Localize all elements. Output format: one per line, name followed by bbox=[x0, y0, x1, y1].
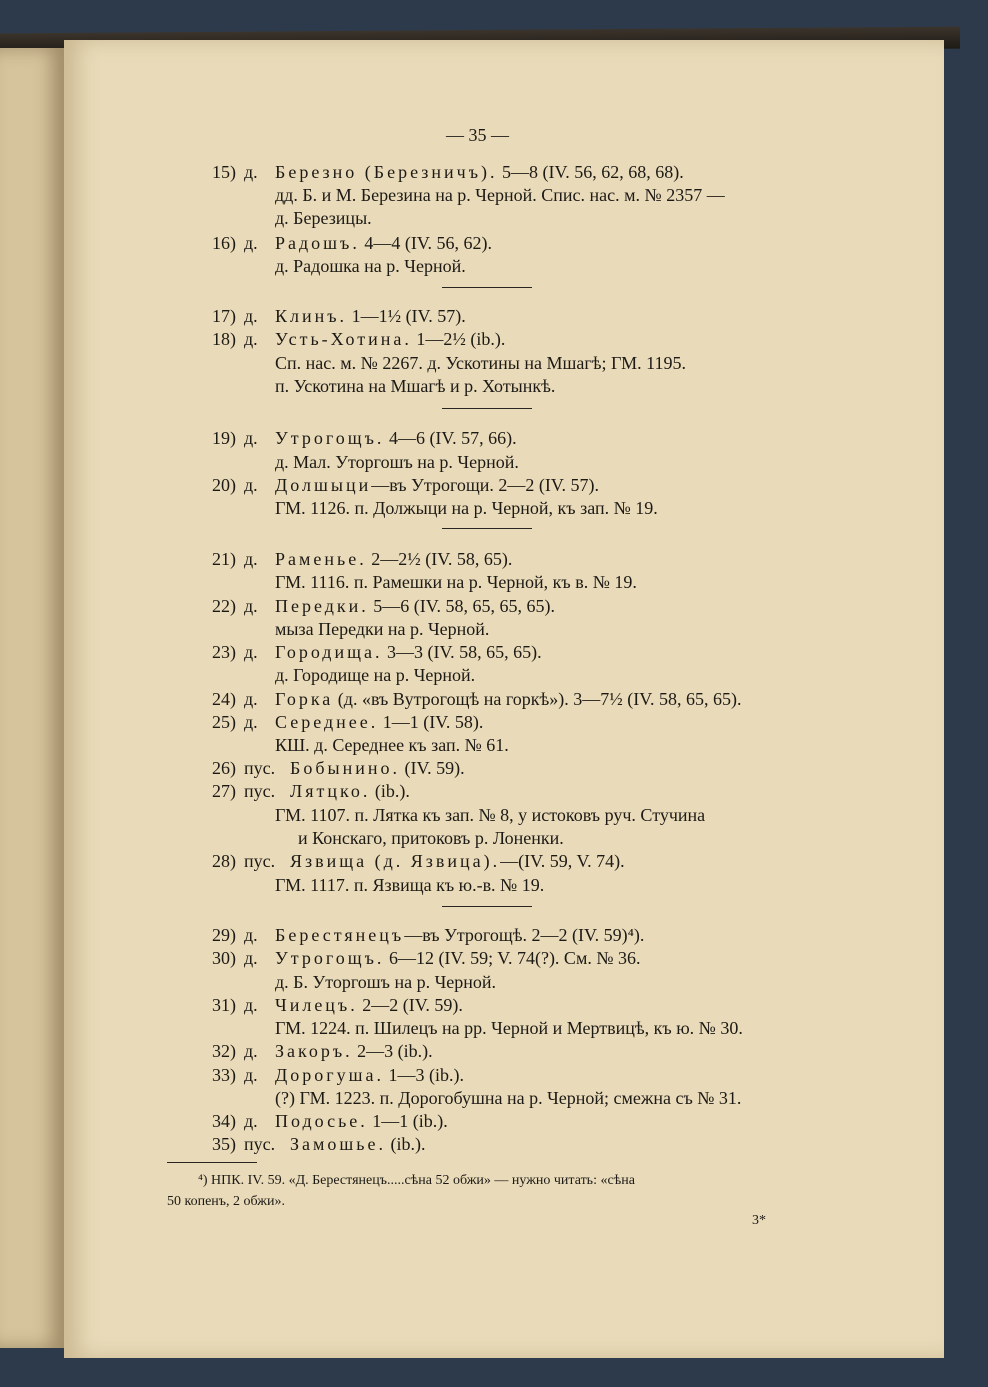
settlement-type: д. bbox=[244, 925, 258, 945]
page-number: — 35 — bbox=[446, 125, 509, 145]
settlement-type: д. bbox=[244, 596, 258, 616]
entry-text bbox=[275, 947, 641, 969]
entry-number: 15) bbox=[212, 162, 236, 182]
continuation-line: ГМ. 1224. п. Шилецъ на рр. Черной и Мертвицѣ, къ ю. № 30. bbox=[275, 1018, 743, 1038]
settlement-name: Раменье. bbox=[275, 549, 367, 569]
settlement-name: Радошъ. bbox=[275, 233, 360, 253]
settlement-type: д. bbox=[244, 329, 258, 349]
entry-text bbox=[275, 328, 505, 350]
entry-details: 1—1 (IV. 58). bbox=[378, 712, 484, 732]
footnote-line: ⁴) НПК. IV. 59. «Д. Берестянецъ.....сѣна 52 обжи» — нужно читать: «сѣна bbox=[198, 1173, 635, 1188]
entry-number: 35) bbox=[212, 1134, 236, 1154]
settlement-name: Чилецъ. bbox=[275, 995, 358, 1015]
entry-details: 2—2½ (IV. 58, 65). bbox=[366, 549, 513, 569]
settlement-type: пус. bbox=[244, 1134, 276, 1154]
entry-details: 5—6 (IV. 58, 65, 65, 65). bbox=[368, 596, 555, 616]
entry-text bbox=[275, 232, 492, 254]
continuation-line: ГМ. 1107. п. Лятка къ зап. № 8, у истоковъ руч. Стучина bbox=[275, 805, 706, 825]
entry-number: 18) bbox=[212, 329, 236, 349]
continuation-line: ГМ. 1117. п. Язвища къ ю.-в. № 19. bbox=[275, 875, 545, 895]
entry-details: 1—2½ (ib.). bbox=[411, 329, 506, 349]
settlement-name: Подосье. bbox=[275, 1111, 368, 1131]
footnote-rule bbox=[167, 1162, 257, 1163]
entry-number: 33) bbox=[212, 1065, 236, 1085]
settlement-type: д. bbox=[244, 1065, 258, 1085]
settlement-type: д. bbox=[244, 475, 258, 495]
footnote-line: 50 копенъ, 2 обжи». bbox=[167, 1194, 285, 1209]
separator-rule bbox=[442, 906, 532, 907]
continuation-line: д. Мал. Уторгошъ на р. Черной. bbox=[275, 452, 519, 472]
settlement-name: Лятцко. bbox=[290, 781, 371, 801]
entry-number: 30) bbox=[212, 948, 236, 968]
entry-details: 2—2 (IV. 59). bbox=[357, 995, 463, 1015]
settlement-type: д. bbox=[244, 306, 258, 326]
settlement-type: пус. bbox=[244, 781, 276, 801]
settlement-type: д. bbox=[244, 428, 258, 448]
left-page-edge bbox=[0, 48, 64, 1348]
settlement-name: Долшыци bbox=[275, 475, 372, 495]
entry-details: 3—3 (IV. 58, 65, 65). bbox=[382, 642, 542, 662]
settlement-type: пус. bbox=[244, 758, 276, 778]
entry-text bbox=[275, 711, 483, 733]
settlement-type: д. bbox=[244, 995, 258, 1015]
settlement-name: Березно (Березничъ). bbox=[275, 162, 498, 182]
settlement-type: д. bbox=[244, 712, 258, 732]
settlement-name: Утрогощъ. bbox=[275, 948, 385, 968]
settlement-name: Замошье. bbox=[290, 1134, 386, 1154]
settlement-type: д. bbox=[244, 689, 258, 709]
entry-text bbox=[275, 305, 466, 327]
settlement-type: д. bbox=[244, 642, 258, 662]
entry-text bbox=[275, 994, 463, 1016]
continuation-line: д. Березицы. bbox=[275, 208, 372, 228]
entry-text bbox=[290, 1133, 425, 1155]
settlement-type: д. bbox=[244, 162, 258, 182]
settlement-name: Середнее. bbox=[275, 712, 379, 732]
entry-details: —въ Утрогощи. 2—2 (IV. 57). bbox=[371, 475, 600, 495]
continuation-line: п. Ускотина на Мшагѣ и р. Хотынкѣ. bbox=[275, 376, 556, 396]
entry-text bbox=[290, 850, 625, 872]
entry-details: 5—8 (IV. 56, 62, 68, 68). bbox=[497, 162, 684, 182]
entry-details: 1—1½ (IV. 57). bbox=[347, 306, 466, 326]
settlement-type: д. bbox=[244, 549, 258, 569]
entry-details: —(IV. 59, V. 74). bbox=[500, 851, 625, 871]
entry-details: (IV. 59). bbox=[400, 758, 465, 778]
entry-details: 6—12 (IV. 59; V. 74(?). См. № 36. bbox=[384, 948, 641, 968]
separator-rule bbox=[442, 287, 532, 288]
settlement-name: Усть-Хотина. bbox=[275, 329, 412, 349]
continuation-line: ГМ. 1116. п. Рамешки на р. Черной, къ в. № 19. bbox=[275, 572, 637, 592]
settlement-name: Берестянецъ bbox=[275, 925, 405, 945]
entry-text bbox=[275, 924, 644, 946]
continuation-line: ГМ. 1126. п. Должыци на р. Черной, къ зап. № 19. bbox=[275, 498, 658, 518]
settlement-name: Горка bbox=[275, 689, 334, 709]
entry-details: 4—6 (IV. 57, 66). bbox=[384, 428, 517, 448]
settlement-type: д. bbox=[244, 233, 258, 253]
settlement-name: Передки. bbox=[275, 596, 369, 616]
entry-number: 23) bbox=[212, 642, 236, 662]
entry-text bbox=[275, 161, 684, 183]
entry-details: (д. «въ Вутрогощѣ на горкѣ»). 3—7½ (IV. 58, 65, 65). bbox=[333, 689, 742, 709]
entry-text bbox=[275, 1110, 448, 1132]
entry-text bbox=[275, 688, 741, 710]
entry-details: —въ Утрогощѣ. 2—2 (IV. 59)⁴). bbox=[404, 925, 645, 945]
continuation-line: д. Радошка на р. Черной. bbox=[275, 256, 466, 276]
entry-text bbox=[275, 1040, 433, 1062]
entry-number: 34) bbox=[212, 1111, 236, 1131]
entry-number: 29) bbox=[212, 925, 236, 945]
entry-number: 32) bbox=[212, 1041, 236, 1061]
entry-text bbox=[275, 595, 555, 617]
entry-number: 27) bbox=[212, 781, 236, 801]
entry-text bbox=[275, 641, 542, 663]
entry-number: 31) bbox=[212, 995, 236, 1015]
entry-text bbox=[275, 427, 517, 449]
signature-mark: 3* bbox=[752, 1213, 766, 1228]
entry-details: 4—4 (IV. 56, 62). bbox=[359, 233, 492, 253]
continuation-line: д. Городище на р. Черной. bbox=[275, 665, 476, 685]
settlement-type: д. bbox=[244, 1111, 258, 1131]
settlement-name: Язвища (д. Язвица). bbox=[290, 851, 501, 871]
entry-number: 24) bbox=[212, 689, 236, 709]
entry-details: 1—1 (ib.). bbox=[367, 1111, 448, 1131]
settlement-name: Дорогуша. bbox=[275, 1065, 385, 1085]
continuation-line: Сп. нас. м. № 2267. д. Ускотины на Мшагѣ; ГМ. 1195. bbox=[275, 353, 687, 373]
settlement-name: Закоръ. bbox=[275, 1041, 353, 1061]
settlement-name: Утрогощъ. bbox=[275, 428, 385, 448]
settlement-name: Городища. bbox=[275, 642, 383, 662]
entry-number: 20) bbox=[212, 475, 236, 495]
entry-text bbox=[275, 474, 599, 496]
entry-text bbox=[275, 1064, 464, 1086]
entry-number: 26) bbox=[212, 758, 236, 778]
entry-number: 25) bbox=[212, 712, 236, 732]
settlement-name: Бобынино. bbox=[290, 758, 400, 778]
entry-details: 2—3 (ib.). bbox=[352, 1041, 433, 1061]
separator-rule bbox=[442, 408, 532, 409]
entry-text bbox=[290, 780, 410, 802]
entry-text bbox=[290, 757, 465, 779]
settlement-type: д. bbox=[244, 948, 258, 968]
settlement-type: пус. bbox=[244, 851, 276, 871]
continuation-line: КШ. д. Середнее къ зап. № 61. bbox=[275, 735, 509, 755]
entry-number: 22) bbox=[212, 596, 236, 616]
entry-number: 21) bbox=[212, 549, 236, 569]
continuation-line: дд. Б. и М. Березина на р. Черной. Спис. нас. м. № 2357 — bbox=[275, 185, 725, 205]
continuation-line: и Конскаго, притоковъ р. Лоненки. bbox=[298, 828, 564, 848]
continuation-line: мыза Передки на р. Черной. bbox=[275, 619, 490, 639]
entry-number: 19) bbox=[212, 428, 236, 448]
entry-number: 16) bbox=[212, 233, 236, 253]
separator-rule bbox=[442, 528, 532, 529]
continuation-line: (?) ГМ. 1223. п. Дорогобушна на р. Черной; смежна съ № 31. bbox=[275, 1088, 742, 1108]
settlement-type: д. bbox=[244, 1041, 258, 1061]
entry-text bbox=[275, 548, 512, 570]
entry-details: 1—3 (ib.). bbox=[384, 1065, 465, 1085]
entry-details: (ib.). bbox=[385, 1134, 426, 1154]
entry-details: (ib.). bbox=[370, 781, 410, 801]
continuation-line: д. Б. Уторгошъ на р. Черной. bbox=[275, 972, 497, 992]
entry-number: 17) bbox=[212, 306, 236, 326]
settlement-name: Клинъ. bbox=[275, 306, 348, 326]
entry-number: 28) bbox=[212, 851, 236, 871]
